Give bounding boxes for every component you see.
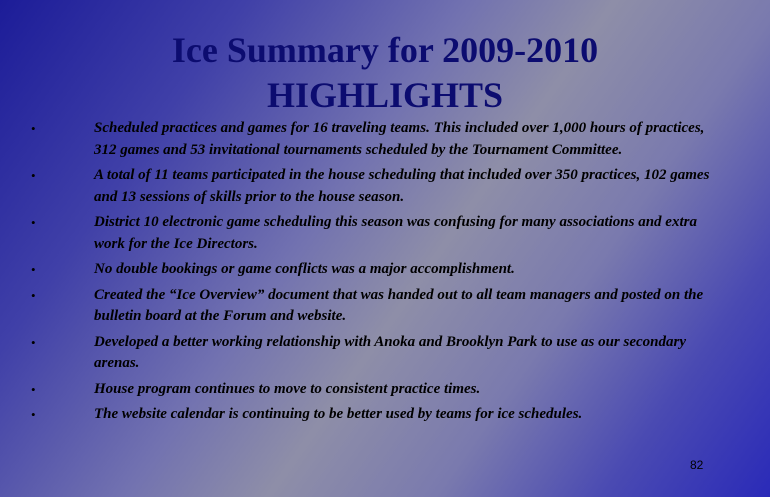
bullet-item <box>0 212 770 255</box>
bullet-icon: • <box>31 407 36 422</box>
bullet-icon: • <box>31 334 36 350</box>
bullet-text: Developed a better working relationship with Anoka and Brooklyn Park to use as our secondary arenas. <box>94 333 686 371</box>
bullet-item <box>0 259 770 281</box>
title-line-1: Ice Summary for 2009-2010 <box>171 30 599 70</box>
bullet-text: District 10 electronic game scheduling this season was confusing for many associations and extra work for the Ice Directors. <box>94 214 697 252</box>
bullet-icon: • <box>31 381 36 397</box>
bullet-text: Scheduled practices and games for 16 traveling teams. This included over 1,000 hours of practices, 312 games and 53 invitational tournaments scheduled by the Tournament Committee. <box>94 120 705 158</box>
bullet-icon: • <box>31 121 36 136</box>
bullet-item <box>0 285 770 328</box>
slide-title <box>0 28 770 118</box>
highlights-list <box>0 118 770 430</box>
bullet-icon: • <box>31 262 36 277</box>
bullet-item <box>0 165 770 208</box>
bullet-icon: • <box>31 168 36 183</box>
bullet-item <box>0 404 770 426</box>
bullet-text: No double bookings or game conflicts was a major accomplishment. <box>94 261 515 277</box>
bullet-text: A total of 11 teams participated in the house scheduling that included over 350 practices, 102 games and 13 sessions of skills prior to the house season. <box>94 167 710 205</box>
page-number: 82 <box>690 458 704 472</box>
title-line-2: HIGHLIGHTS <box>266 75 504 115</box>
bullet-item <box>0 379 770 401</box>
bullet-text: Created the “Ice Overview” document that was handed out to all team managers and posted on the bulletin board at the Forum and website. <box>94 286 704 324</box>
bullet-icon: • <box>31 287 36 303</box>
bullet-item <box>0 332 770 375</box>
bullet-text: House program continues to move to consistent practice times. <box>94 380 481 397</box>
bullet-item <box>0 118 770 161</box>
bullet-icon: • <box>31 215 36 230</box>
bullet-text: The website calendar is continuing to be better used by teams for ice schedules. <box>94 406 583 422</box>
